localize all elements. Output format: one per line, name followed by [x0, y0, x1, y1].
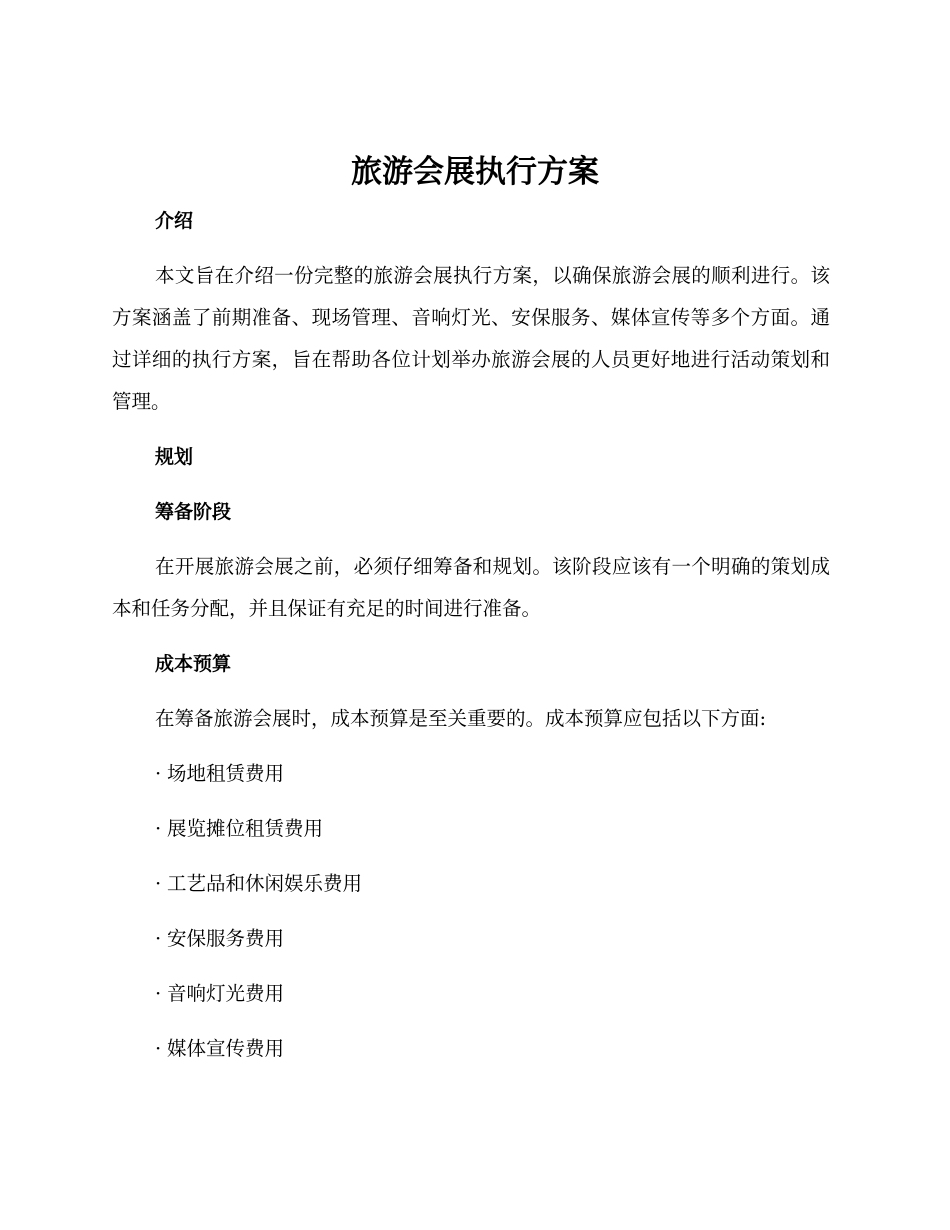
list-item-text: 安保服务费用	[167, 927, 285, 950]
list-item-text: 场地租赁费用	[167, 762, 285, 785]
list-item	[112, 1028, 830, 1070]
bullet-icon: ·	[155, 817, 162, 840]
section-heading-intro: 介绍	[155, 210, 194, 232]
bullet-icon: ·	[155, 982, 162, 1005]
bullet-icon: ·	[155, 762, 162, 785]
section-heading-preparation: 筹备阶段	[155, 501, 232, 523]
list-item	[112, 918, 830, 960]
list-item-text: 展览摊位租赁费用	[167, 817, 324, 840]
list-item	[112, 753, 830, 795]
bullet-icon: ·	[155, 872, 162, 895]
intro-paragraph: 本文旨在介绍一份完整的旅游会展执行方案，以确保旅游会展的顺利进行。该方案涵盖了前期准备、现场管理、音响灯光、安保服务、媒体宣传等多个方面。通过详细的执行方案，旨在帮助各位计划举办旅游会展的人员更好地进行活动策划和管理。	[112, 264, 830, 413]
bullet-icon: ·	[155, 927, 162, 950]
section-heading-planning: 规划	[155, 446, 194, 468]
section-heading-budget: 成本预算	[155, 653, 232, 675]
preparation-paragraph: 在开展旅游会展之前，必须仔细筹备和规划。该阶段应该有一个明确的策划成本和任务分配，并且保证有充足的时间进行准备。	[112, 555, 830, 620]
list-item	[112, 973, 830, 1015]
list-item-text: 音响灯光费用	[167, 982, 285, 1005]
list-item-text: 媒体宣传费用	[167, 1037, 285, 1060]
list-item	[112, 808, 830, 850]
document-title: 旅游会展执行方案	[351, 154, 599, 190]
list-item-text: 工艺品和休闲娱乐费用	[167, 872, 363, 895]
bullet-icon: ·	[155, 1037, 162, 1060]
budget-paragraph: 在筹备旅游会展时，成本预算是至关重要的。成本预算应包括以下方面:	[155, 707, 767, 730]
document-body	[112, 200, 830, 1083]
list-item	[112, 863, 830, 905]
